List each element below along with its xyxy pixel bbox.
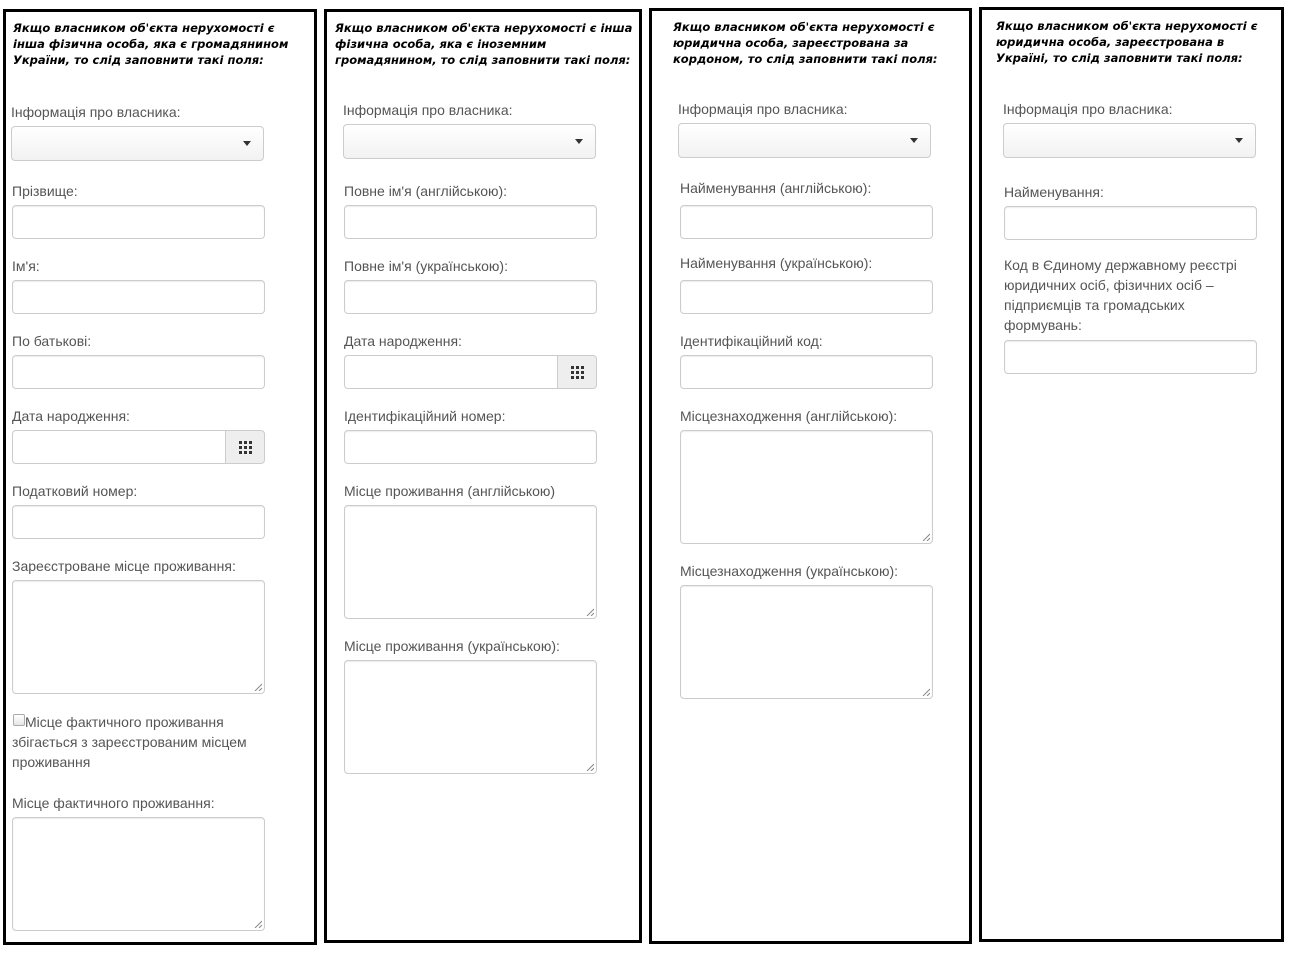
owner-info-select[interactable] [678, 123, 931, 158]
full-name-en-label: Повне ім'я (англійською): [344, 183, 508, 199]
panel-heading: Якщо власником об'єкта нерухомості є юридична особа, зареєстрована в Україні, то слід заповнити такі поля: [996, 19, 1258, 65]
id-number-input[interactable] [344, 430, 597, 464]
chevron-down-icon [243, 141, 251, 146]
residence-uk-label: Місце проживання (українською): [344, 638, 560, 654]
residence-uk-textarea[interactable] [344, 660, 597, 774]
owner-info-label: Інформація про власника: [11, 104, 181, 120]
location-en-label: Місцезнаходження (англійською): [680, 408, 898, 424]
calendar-grid-icon [239, 441, 252, 454]
panel-heading: Якщо власником об'єкта нерухомості є інша фізична особа, яка є іноземним громадянином, то слід заповнити такі поля: [335, 21, 633, 67]
panel-heading: Якщо власником об'єкта нерухомості є юридична особа, зареєстрована за кордоном, то слід заповнити такі поля: [673, 20, 938, 66]
owner-info-label: Інформація про власника: [1003, 101, 1173, 117]
id-code-label: Ідентифікаційний код: [680, 333, 823, 349]
panel-foreign-legal-entity [649, 8, 972, 944]
panel-heading: Якщо власником об'єкта нерухомості є інша фізична особа, яка є громадянином України, то слід заповнити такі поля: [13, 21, 289, 67]
actual-residence-textarea[interactable] [12, 817, 265, 931]
patronymic-label: По батькові: [12, 333, 92, 349]
chevron-down-icon [575, 139, 583, 144]
birth-date-label: Дата народження: [12, 408, 130, 424]
birth-date-input[interactable] [12, 430, 225, 464]
full-name-en-input[interactable] [344, 205, 597, 239]
birth-date-input[interactable] [344, 355, 557, 389]
calendar-button[interactable] [557, 355, 597, 389]
name-en-label: Найменування (англійською): [680, 180, 872, 196]
surname-input[interactable] [12, 205, 265, 239]
location-uk-label: Місцезнаходження (українською): [680, 563, 899, 579]
registered-residence-label: Зареєстроване місце проживання: [12, 558, 236, 574]
owner-info-select[interactable] [1003, 123, 1256, 158]
name-label: Найменування: [1004, 184, 1104, 200]
register-code-label: Код в Єдиному державному реєстрі юридичних осіб, фізичних осіб – підприємців та громадських формувань: [1004, 257, 1237, 333]
name-en-input[interactable] [680, 205, 933, 239]
first-name-input[interactable] [12, 280, 265, 314]
chevron-down-icon [910, 138, 918, 143]
id-number-label: Ідентифікаційний номер: [344, 408, 506, 424]
resize-grip-icon[interactable] [922, 533, 930, 541]
resize-grip-icon[interactable] [254, 920, 262, 928]
full-name-uk-input[interactable] [344, 280, 597, 314]
surname-label: Прізвище: [12, 183, 78, 199]
register-code-input[interactable] [1004, 340, 1257, 374]
panel-ukrainian-citizen [3, 9, 317, 945]
tax-number-label: Податковий номер: [12, 483, 138, 499]
chevron-down-icon [1235, 138, 1243, 143]
residence-en-textarea[interactable] [344, 505, 597, 619]
location-en-textarea[interactable] [680, 430, 933, 544]
tax-number-input[interactable] [12, 505, 265, 539]
birth-date-picker [344, 355, 597, 389]
first-name-label: Ім'я: [12, 258, 40, 274]
id-code-input[interactable] [680, 355, 933, 389]
resize-grip-icon[interactable] [586, 763, 594, 771]
actual-residence-label: Місце фактичного проживання: [12, 795, 215, 811]
same-residence-checkbox-label: Місце фактичного проживання збігається з зареєстрованим місцем проживання [12, 714, 247, 770]
registered-residence-textarea[interactable] [12, 580, 265, 694]
panel-ukrainian-legal-entity [979, 7, 1284, 942]
patronymic-input[interactable] [12, 355, 265, 389]
location-uk-textarea[interactable] [680, 585, 933, 699]
name-input[interactable] [1004, 206, 1257, 240]
calendar-button[interactable] [225, 430, 265, 464]
owner-info-select[interactable] [343, 124, 596, 159]
birth-date-picker [12, 430, 265, 464]
owner-info-label: Інформація про власника: [678, 101, 848, 117]
residence-en-label: Місце проживання (англійською) [344, 483, 556, 499]
owner-info-label: Інформація про власника: [343, 102, 513, 118]
resize-grip-icon[interactable] [922, 688, 930, 696]
panel-foreign-citizen [324, 9, 642, 943]
calendar-grid-icon [571, 366, 584, 379]
name-uk-label: Найменування (українською): [680, 255, 873, 271]
name-uk-input[interactable] [680, 280, 933, 314]
full-name-uk-label: Повне ім'я (українською): [344, 258, 508, 274]
resize-grip-icon[interactable] [586, 608, 594, 616]
owner-info-select[interactable] [11, 126, 264, 161]
resize-grip-icon[interactable] [254, 683, 262, 691]
birth-date-label: Дата народження: [344, 333, 462, 349]
